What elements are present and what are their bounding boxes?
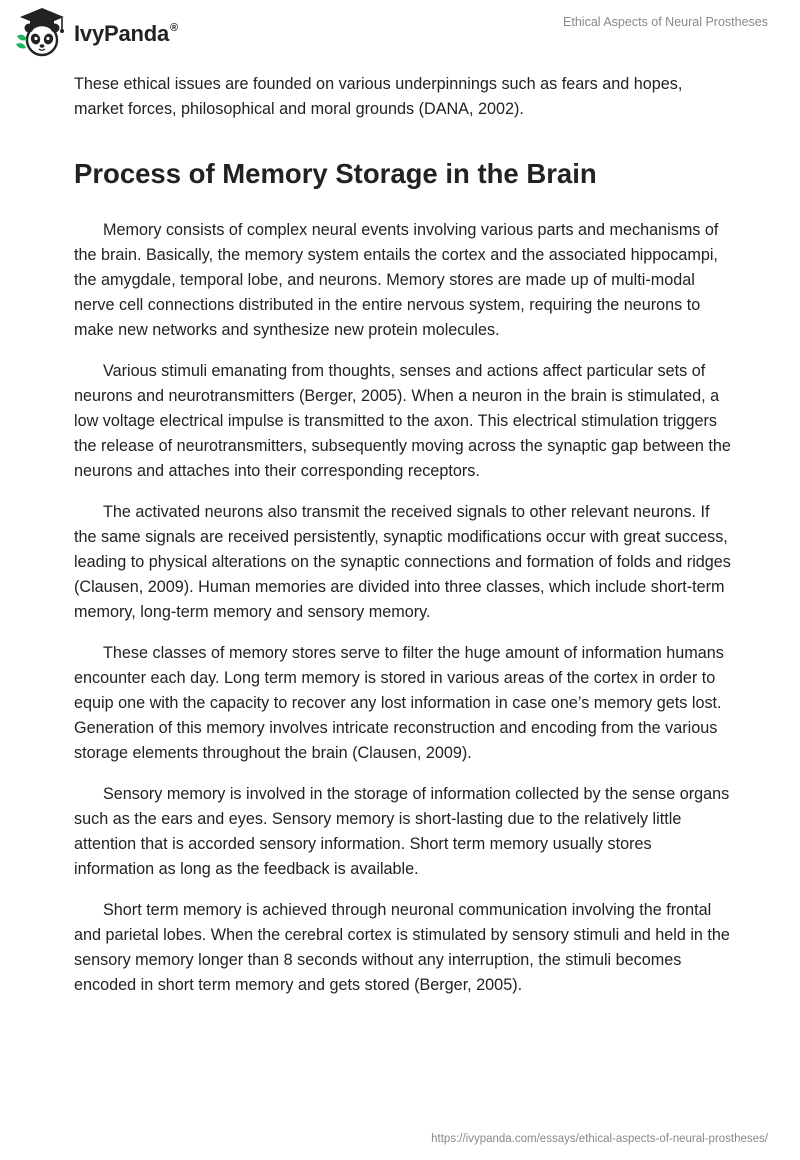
ivypanda-logo[interactable] — [14, 6, 178, 58]
page-header — [0, 0, 800, 64]
intro-paragraph: These ethical issues are founded on various underpinnings such as fears and hopes, market forces, philosophical and moral grounds (DANA, 2002). — [74, 75, 683, 118]
body-paragraph: These classes of memory stores serve to filter the huge amount of information humans encounter each day. Long term memory is stored in various areas of the cortex in order to equip one with the capacity to recover any lost information in case one’s memory gets lost. Generation of this memory involves intricate reconstruction and encoding from the various storage elements throughout the brain (Clausen, 2009). — [74, 644, 724, 762]
body-paragraph: Memory consists of complex neural events involving various parts and mechanisms of the brain. Basically, the memory system entails the cortex and the associated hippocampi, the amygdale, temporal lobe, and neurons. Memory stores are made up of multi-modal nerve cell connections distributed in the entire nervous system, requiring the neurons to make new networks and synthesize new protein molecules. — [74, 221, 719, 339]
essay-body — [74, 72, 734, 1014]
section-heading: Process of Memory Storage in the Brain — [74, 158, 597, 189]
document-title: Ethical Aspects of Neural Prostheses — [563, 15, 768, 29]
panda-graduate-icon — [14, 6, 70, 58]
logo-wordmark: IvyPanda® — [74, 21, 178, 46]
body-paragraph: Various stimuli emanating from thoughts, senses and actions affect particular sets of neurons and neurotransmitters (Berger, 2005). When a neuron in the brain is stimulated, a low voltage electrical impulse is transmitted to the axon. This electrical stimulation triggers the release of neurotransmitters, subsequently moving across the synaptic gap between the neurons and attaches into their corresponding receptors. — [74, 362, 731, 480]
body-paragraph: Short term memory is achieved through neuronal communication involving the frontal and parietal lobes. When the cerebral cortex is stimulated by sensory stimuli and held in the sensory memory longer than 8 seconds without any interruption, the stimuli becomes encoded in short term memory and gets stored (Berger, 2005). — [74, 901, 730, 994]
body-paragraph: Sensory memory is involved in the storage of information collected by the sense organs such as the ears and eyes. Sensory memory is short-lasting due to the relatively little attention that is accorded sensory information. Short term memory usually stores information as long as the feedback is available. — [74, 785, 730, 878]
source-url-link[interactable]: https://ivypanda.com/essays/ethical-aspects-of-neural-prostheses/ — [431, 1133, 768, 1145]
body-paragraph: The activated neurons also transmit the received signals to other relevant neurons. If the same signals are received persistently, synaptic modifications occur with great success, leading to physical alterations on the synaptic connections and formation of folds and ridges (Clausen, 2009). Human memories are divided into three classes, which include short-term memory, long-term memory and sensory memory. — [74, 503, 731, 621]
